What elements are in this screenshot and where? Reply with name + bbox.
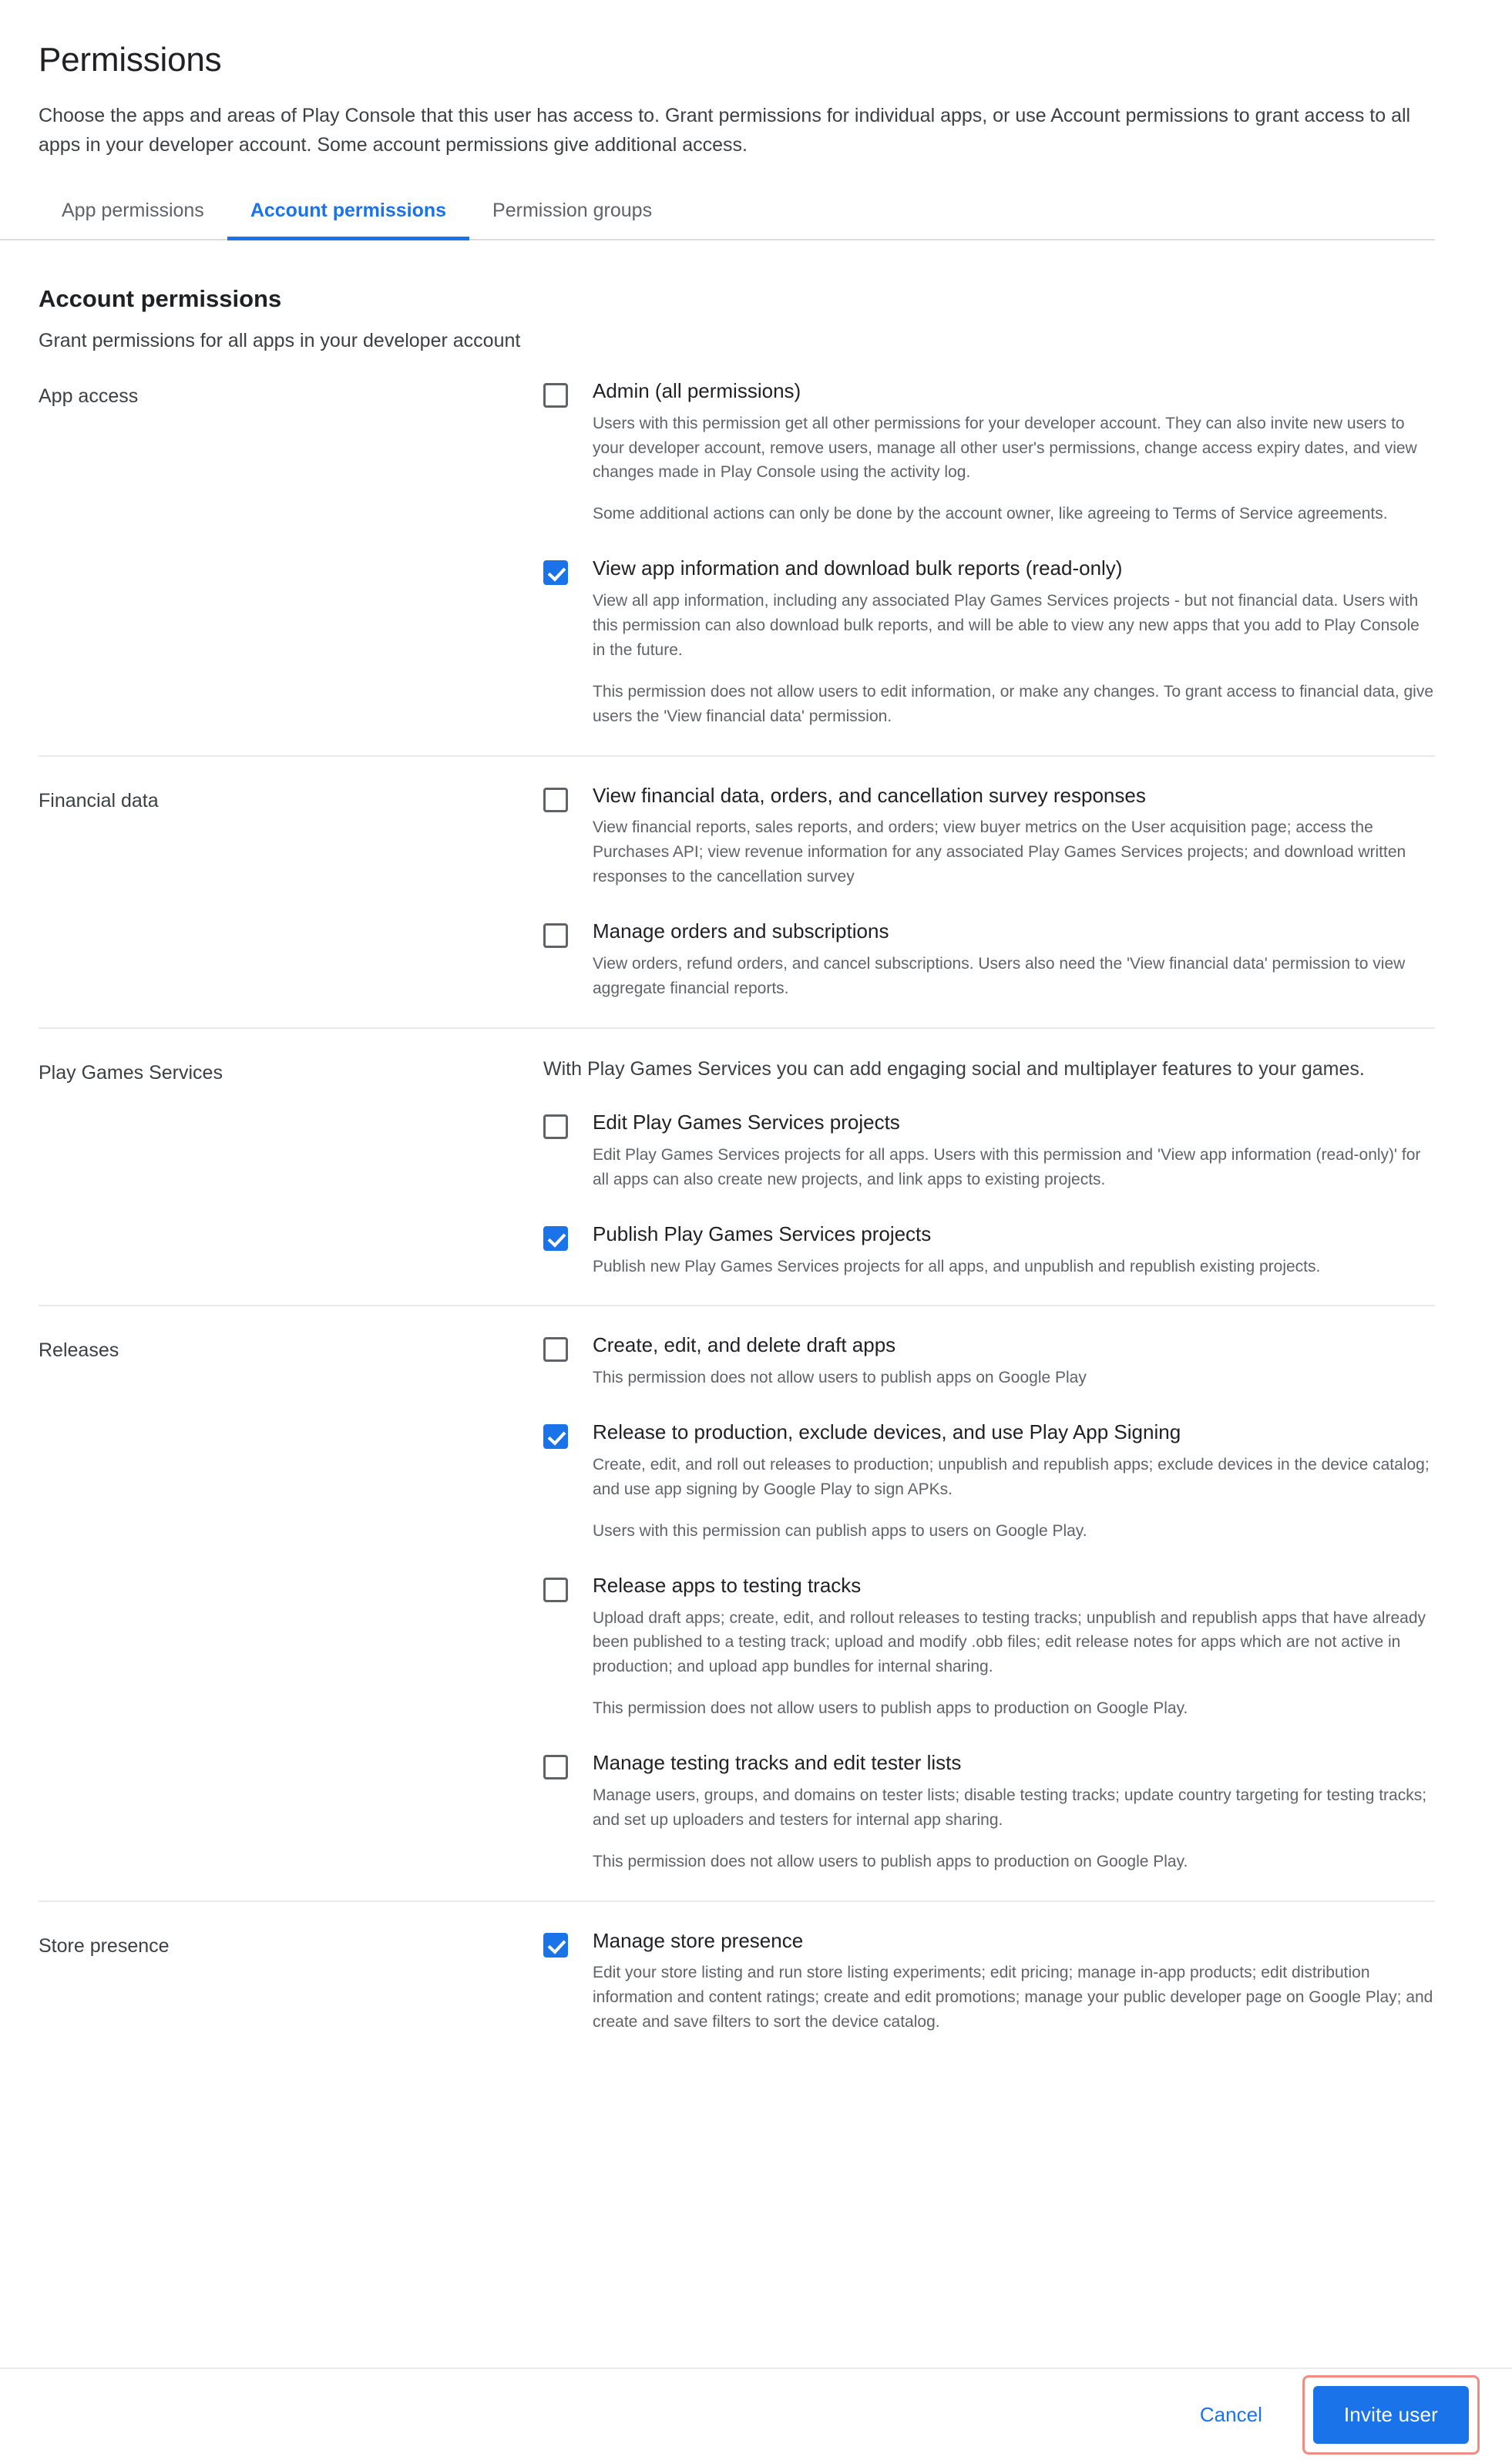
permission-title: View financial data, orders, and cancellation survey responses: [593, 783, 1146, 807]
permission-description: Edit Play Games Services projects for all apps. Users with this permission and 'View app information (read-only)' for all apps can also create new projects, and link apps to existing projects.: [593, 1145, 1421, 1188]
permission-description: View all app information, including any associated Play Games Services projects - but not financial data. Users with this permission can also download bulk reports, and will be able to view any new apps that you add to Play Console in the future.: [593, 592, 1420, 659]
permission-description: This permission does not allow users to publish apps on Google Play: [593, 1369, 1087, 1387]
footer-action-bar: [0, 2368, 1512, 2460]
permission-text: [593, 556, 1435, 728]
permission-description: Some additional actions can only be done by the account owner, like agreeing to Terms of Service agreements.: [593, 505, 1388, 523]
permission-checkbox[interactable]: [543, 1755, 568, 1779]
permission-description: Publish new Play Games Services projects for all apps, and unpublish and republish existing projects.: [593, 1257, 1321, 1275]
tab-permission-groups[interactable]: Permission groups: [492, 199, 653, 221]
permission-checkbox[interactable]: [543, 383, 568, 408]
permission-description: Upload draft apps; create, edit, and rollout releases to testing tracks; unpublish and republish apps that have already been published to a testing track; upload and modify .obb files; edit release notes for apps which are not active in production; and upload app bundles for internal sharing.: [593, 1608, 1426, 1676]
permission-checkbox[interactable]: [543, 1933, 568, 1958]
permission-item: [543, 1332, 1435, 1390]
invite-user-button[interactable]: Invite user: [1313, 2386, 1469, 2444]
section-title: Account permissions: [39, 284, 282, 312]
permission-group-label: Store presence: [39, 1934, 170, 1957]
permission-title: Publish Play Games Services projects: [593, 1222, 932, 1245]
permission-description: This permission does not allow users to publish apps to production on Google Play.: [593, 1852, 1188, 1870]
permission-title: Manage store presence: [593, 1928, 804, 1952]
permission-group-body: [543, 1332, 1435, 1874]
permission-text: [593, 1750, 1435, 1874]
permission-item: [543, 919, 1435, 1001]
permission-checkbox[interactable]: [543, 1578, 568, 1602]
permission-description: Manage users, groups, and domains on tester lists; disable testing tracks; update country targeting for testing tracks; and set up uploaders and testers for internal app sharing.: [593, 1786, 1427, 1829]
permission-description: Edit your store listing and run store listing experiments; edit pricing; manage in-app products; edit distribution information and content ratings; create and edit promotions; manage your public developer page on Google Play; and create and save filters to sort the device catalog.: [593, 1964, 1433, 2032]
permission-description: View financial reports, sales reports, and orders; view buyer metrics on the User acquisition page; access the Purchases API; view revenue information for any associated Play Games Services projects; and download written responses to the cancellation survey: [593, 818, 1406, 886]
permission-item: [543, 378, 1435, 526]
permission-group-note: With Play Games Services you can add engaging social and multiplayer features to your games.: [543, 1057, 1365, 1080]
permission-text: [593, 1573, 1435, 1721]
permission-item: [543, 1750, 1435, 1874]
page-description: Choose the apps and areas of Play Console that this user has access to. Grant permissions for individual apps, or use Account permissions to grant access to all apps in your developer account. Some account permissions give additional access.: [39, 104, 1411, 156]
permission-description: This permission does not allow users to publish apps to production on Google Play.: [593, 1699, 1188, 1718]
permission-checkbox[interactable]: [543, 1424, 568, 1449]
page-content: [0, 40, 1512, 2061]
permission-group: [39, 352, 1435, 757]
permission-checkbox[interactable]: [543, 1114, 568, 1139]
permission-item: [543, 1222, 1435, 1279]
permission-item: [543, 1928, 1435, 2035]
permission-group: [39, 1029, 1435, 1307]
permission-item: [543, 1110, 1435, 1192]
permission-checkbox[interactable]: [543, 560, 568, 585]
permission-text: [593, 1332, 1435, 1390]
permission-group-label: Play Games Services: [39, 1061, 223, 1084]
permission-text: [593, 1928, 1435, 2035]
permission-description: Users with this permission can publish apps to users on Google Play.: [593, 1521, 1087, 1540]
permission-title: Admin (all permissions): [593, 378, 801, 402]
permission-text: [593, 1110, 1435, 1192]
page-title: Permissions: [39, 41, 222, 79]
permission-text: [593, 1420, 1435, 1544]
permission-checkbox[interactable]: [543, 788, 568, 812]
tab-bar: [0, 192, 1435, 240]
permission-groups: [39, 352, 1435, 2061]
permission-item: [543, 783, 1435, 890]
tab-account-permissions[interactable]: Account permissions: [227, 192, 469, 239]
permission-item: [543, 1420, 1435, 1544]
permission-checkbox[interactable]: [543, 1337, 568, 1362]
permission-checkbox[interactable]: [543, 1226, 568, 1251]
permission-description: This permission does not allow users to edit information, or make any changes. To grant access to financial data, give users the 'View financial data' permission.: [593, 682, 1434, 725]
permission-group-body: [543, 1055, 1435, 1279]
permission-title: Manage testing tracks and edit tester lists: [593, 1751, 962, 1775]
permission-group-label: App access: [39, 385, 139, 407]
permission-description: Create, edit, and roll out releases to production; unpublish and republish apps; exclude devices in the device catalog; and use app signing by Google Play to sign APKs.: [593, 1455, 1430, 1498]
permission-title: View app information and download bulk reports (read-only): [593, 556, 1123, 580]
permission-group-label: Financial data: [39, 789, 159, 812]
permission-group: [39, 1902, 1435, 2062]
permission-group-label: Releases: [39, 1339, 119, 1362]
permission-description: Users with this permission get all other permissions for your developer account. They can also invite new users to your developer account, remove users, manage all other user's permissions, change access expiry dates, and view changes made in Play Console using the activity log.: [593, 414, 1417, 482]
cancel-button[interactable]: Cancel: [1174, 2389, 1289, 2441]
permission-text: [593, 919, 1435, 1001]
permission-checkbox[interactable]: [543, 923, 568, 948]
tab-app-permissions[interactable]: App permissions: [62, 199, 204, 221]
permission-group-body: [543, 783, 1435, 1001]
invite-user-highlight: [1302, 2375, 1480, 2455]
permission-item: [543, 1573, 1435, 1721]
permission-text: [593, 1222, 1435, 1279]
permission-text: [593, 378, 1435, 526]
permission-title: Release apps to testing tracks: [593, 1573, 862, 1597]
permission-group-body: [543, 378, 1435, 729]
section-subtitle: Grant permissions for all apps in your developer account: [39, 329, 521, 351]
permission-title: Create, edit, and delete draft apps: [593, 1333, 896, 1357]
permission-item: [543, 556, 1435, 728]
permission-title: Edit Play Games Services projects: [593, 1111, 900, 1134]
permission-group-body: [543, 1928, 1435, 2035]
permission-title: Manage orders and subscriptions: [593, 919, 889, 943]
permission-text: [593, 783, 1435, 890]
permission-group: [39, 757, 1435, 1029]
permission-group: [39, 1306, 1435, 1901]
permission-description: View orders, refund orders, and cancel subscriptions. Users also need the 'View financial data' permission to view aggregate financial reports.: [593, 954, 1406, 997]
permission-title: Release to production, exclude devices, and use Play App Signing: [593, 1420, 1181, 1444]
